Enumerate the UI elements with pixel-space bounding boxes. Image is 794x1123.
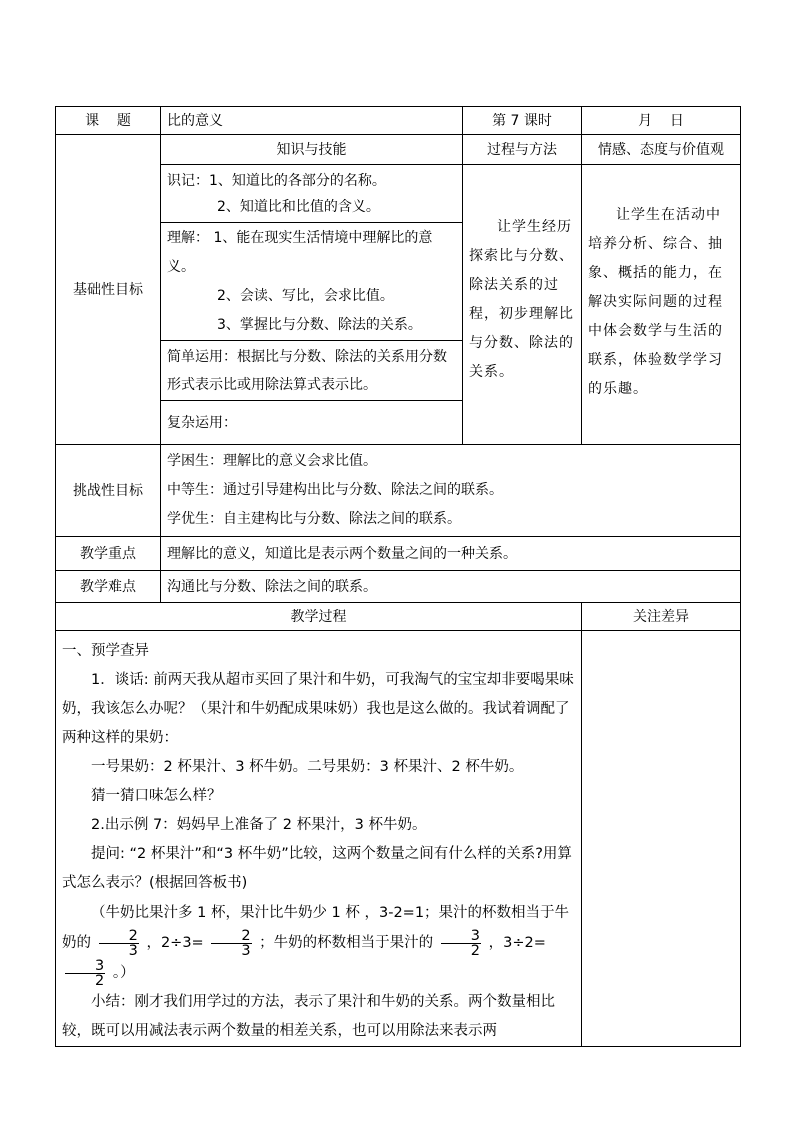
fraction-denominator: 3 <box>241 942 251 959</box>
fraction-numerator: 3 <box>65 959 105 974</box>
process-method-cell <box>463 165 582 445</box>
process-paragraph-4: 2.出示例 7：妈妈早上准备了 2 杯果汁，3 杯牛奶。 <box>91 817 427 833</box>
challenge-line-2: 中等生：通过引导建构出比与分数、除法之间的联系。 <box>167 482 503 498</box>
topic-label: 课 题 <box>56 107 161 135</box>
differences-header: 关注差异 <box>582 603 741 631</box>
topic-value: 比的意义 <box>161 107 463 135</box>
difficulty-label: 教学难点 <box>56 571 161 603</box>
key-point-text: 理解比的意义，知道比是表示两个数量之间的一种关系。 <box>161 537 741 571</box>
process-paragraph-6 <box>62 898 575 988</box>
fraction-3-2-a <box>441 929 481 958</box>
fraction-numerator: 3 <box>441 929 481 944</box>
fraction-denominator: 2 <box>470 942 480 959</box>
header-row <box>56 107 741 135</box>
col-process: 过程与方法 <box>463 135 582 165</box>
fraction-2-3-a <box>99 929 139 958</box>
challenge-line-3: 学优生：自主建构比与分数、除法之间的联系。 <box>167 511 461 527</box>
emotion-cell <box>582 165 741 445</box>
fraction-denominator: 2 <box>95 972 105 989</box>
section-title: 一、预学查异 <box>62 643 149 659</box>
challenge-label: 挑战性目标 <box>56 445 161 537</box>
goals-header-row <box>56 135 741 165</box>
process-paragraph-7: 小结：刚才我们用学过的方法，表示了果汁和牛奶的关系。两个数量相比较，既可以用减法表示两个数量的相差关系，也可以用除法来表示两 <box>62 994 555 1039</box>
lesson-number: 第 7 课时 <box>463 107 582 135</box>
fraction-numerator: 2 <box>211 929 251 944</box>
understand-line-1: 理解： 1、能在现实生活情境中理解比的意义。 <box>167 229 433 275</box>
process-paragraph-5: 提问: “2 杯果汁”和“3 杯牛奶”比较，这两个数量之间有什么样的关系?用算式怎么表示？(根据回答板书) <box>62 846 572 891</box>
p6-text-b: ，2÷3= <box>146 935 204 951</box>
basic-goals-label: 基础性目标 <box>56 135 161 445</box>
fraction-2-3-b <box>211 929 251 958</box>
date-field: 月 日 <box>582 107 741 135</box>
understand-cell <box>161 223 463 341</box>
memorize-cell <box>161 165 463 223</box>
understand-line-2: 2、会读、写比，会求比值。 <box>217 287 394 304</box>
differences-cell <box>582 631 741 1047</box>
understand-line-3: 3、掌握比与分数、除法的关系。 <box>217 316 422 333</box>
process-paragraph-1: 1．谈话: 前两天我从超市买回了果汁和牛奶，可我淘气的宝宝却非要喝果味奶，我该怎么办呢？（果汁和牛奶配成果味奶）我也是这么做的。我试着调配了两种这样的果奶： <box>62 672 574 746</box>
simple-use-cell: 简单运用：根据比与分数、除法的关系用分数形式表示比或用除法算式表示比。 <box>161 341 463 401</box>
col-emotion: 情感、态度与价值观 <box>582 135 741 165</box>
challenge-cell <box>161 445 741 537</box>
p6-text-e: 。） <box>112 965 135 981</box>
p6-text-a: （牛奶比果汁多 1 杯，果汁比牛奶少 1 杯 ，3-2=1；果汁的杯数相当于牛奶的 <box>62 905 570 951</box>
challenge-line-1: 学困生：理解比的意义会求比值。 <box>167 453 377 469</box>
lesson-plan-table <box>55 106 741 1047</box>
memorize-line-2: 2、知道比和比值的含义。 <box>217 198 380 215</box>
fraction-denominator: 3 <box>128 942 138 959</box>
memorize-line-1: 识记：1、知道比的各部分的名称。 <box>167 172 386 189</box>
key-point-label: 教学重点 <box>56 537 161 571</box>
col-knowledge: 知识与技能 <box>161 135 463 165</box>
process-paragraph-3: 猜一猜口味怎么样？ <box>91 788 222 804</box>
process-header: 教学过程 <box>56 603 582 631</box>
p6-text-c: ；牛奶的杯数相当于果汁的 <box>259 935 434 951</box>
process-paragraph-2: 一号果奶：2 杯果汁、3 杯牛奶。二号果奶：3 杯果汁、2 杯牛奶。 <box>91 759 524 775</box>
process-body <box>56 631 582 1047</box>
p6-text-d: ，3÷2= <box>488 935 546 951</box>
complex-use-cell: 复杂运用： <box>161 401 463 445</box>
fraction-3-2-b <box>65 959 105 988</box>
process-method-text: 让学生经历探索比与分数、除法关系的过程，初步理解比与分数、除法的关系。 <box>469 219 574 380</box>
fraction-numerator: 2 <box>99 929 139 944</box>
emotion-text: 让学生在活动中培养分析、综合、抽象、概括的能力，在解决实际问题的过程中体会数学与生活的联系，体验数学学习的乐趣。 <box>588 207 723 397</box>
difficulty-text: 沟通比与分数、除法之间的联系。 <box>161 571 741 603</box>
